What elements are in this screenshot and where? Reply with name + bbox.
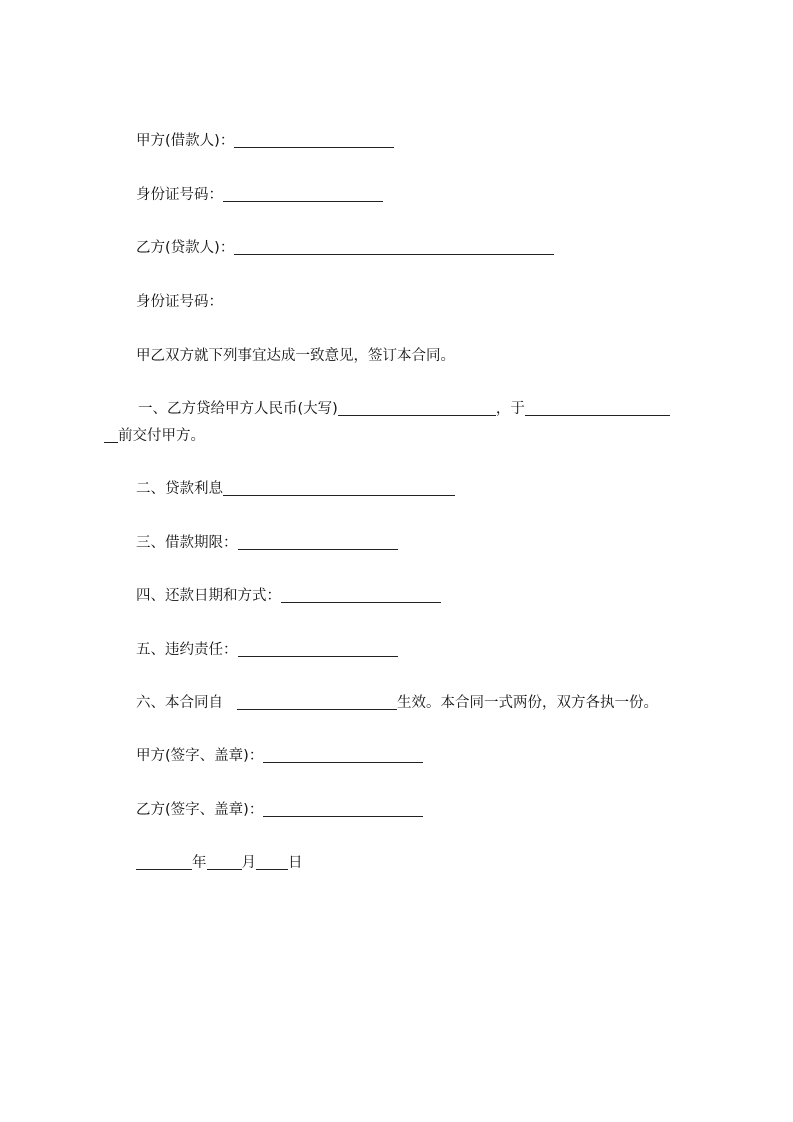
date-line [136,853,303,873]
intro-line [136,346,455,366]
clause1-amount-blank [338,401,496,416]
clause1-text-a: 一、乙方贷给甲方人民币(大写) [138,401,338,417]
lender-name-label: 乙方(贷款人)： [136,240,235,256]
clause1-date-blank-cont [104,428,118,443]
lender-id-label: 身份证号码： [136,294,223,310]
borrower-id-label: 身份证号码： [136,187,223,203]
clause2-label: 二、贷款利息 [136,481,223,497]
borrower-name-label: 甲方(借款人)： [136,133,235,149]
clause3-blank [238,535,398,550]
clause1-line [138,399,670,419]
clause5-line [136,640,398,660]
clause6-text-b: 生效。本合同一式两份，双方各执一份。 [397,695,658,711]
lender-id-line [136,292,223,312]
clause1-date-blank [525,401,670,416]
sign-a-blank [263,748,423,763]
clause4-blank [281,588,441,603]
borrower-name-blank [234,133,394,148]
date-month-blank [207,855,242,870]
lender-name-line [136,238,554,258]
clause6-text-a: 六、本合同自 [136,695,223,711]
date-year-blank [136,855,192,870]
clause2-blank [223,481,455,496]
date-month-label: 月 [241,855,256,871]
date-day-blank [256,855,288,870]
lender-name-blank [234,240,554,255]
borrower-name-line [136,131,394,151]
clause4-line [136,586,441,606]
clause5-blank [238,642,398,657]
date-year-label: 年 [192,855,207,871]
clause6-blank [237,695,397,710]
clause4-label: 四、还款日期和方式： [136,588,281,604]
clause3-line [136,533,398,553]
sign-a-label: 甲方(签字、盖章)： [136,748,264,764]
sign-b-blank [263,802,423,817]
sign-a-line [136,746,423,766]
clause1-text-c: 前交付甲方。 [118,428,205,444]
clause5-label: 五、违约责任： [136,642,238,658]
date-day-label: 日 [288,855,303,871]
clause6-line [136,693,658,713]
sign-b-label: 乙方(签字、盖章)： [136,802,264,818]
borrower-id-blank [223,187,383,202]
borrower-id-line [136,185,383,205]
clause1-cont-line [104,426,205,446]
intro-text: 甲乙双方就下列事宜达成一致意见，签订本合同。 [136,348,455,364]
clause3-label: 三、借款期限： [136,535,238,551]
clause1-text-b: ，于 [495,401,525,417]
sign-b-line [136,800,423,820]
clause2-line [136,479,455,499]
